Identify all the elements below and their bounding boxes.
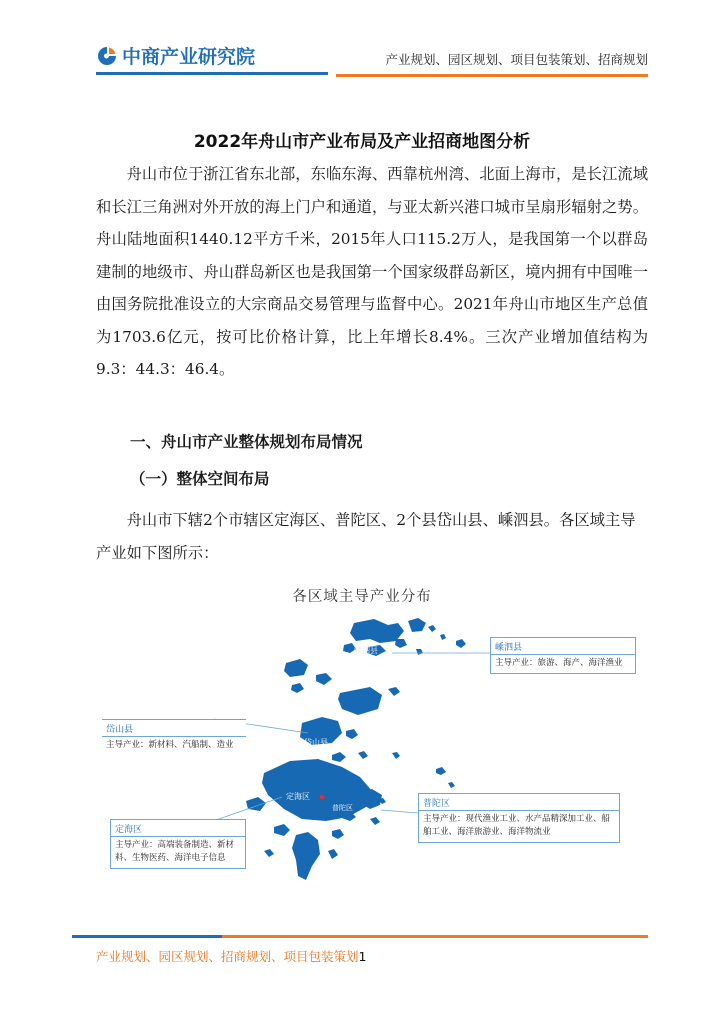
callout-name: 岱山县: [106, 725, 134, 735]
city-center-marker: [320, 795, 325, 800]
header-divider-blue: [96, 72, 328, 75]
section-paragraph-block: [96, 504, 648, 569]
callout-divider: [491, 654, 635, 655]
document-title: 2022年舟山市产业布局及产业招商地图分析: [193, 132, 531, 152]
intro-paragraph-block: [96, 158, 648, 386]
callout-shengsi: [490, 637, 636, 674]
callout-desc: 主导产业：新材料、汽船制、造业: [106, 740, 234, 750]
callout-name: 定海区: [115, 825, 143, 835]
intro-paragraph: 舟山市位于浙江省东北部，东临东海、西靠杭州湾、北面上海市，是长江流域和长江三角洲对外开放的海上门户和通道，与亚太新兴港口城市呈扇形辐射之势。舟山陆地面积1440.12平方千米，2015年人口115.2万人，是我国第一个以群岛建制的地级市、舟山群岛新区也是我国第一个国家级群岛新区，境内拥有中国唯一由国务院批准设立的大宗商品交易管理与监督中心。2021年舟山市地区生产总值为1703.6亿元，按可比价格计算，比上年增长8.4%。三次产业增加值结构为9.3：44.3：46.4。: [96, 165, 648, 378]
map-title: 各区域主导产业分布: [292, 589, 432, 605]
section-sub-heading: （一）整体空间布局: [130, 470, 270, 488]
callout-dinghai: [110, 819, 246, 869]
callout-daishan: [102, 719, 246, 755]
industry-map: [96, 605, 648, 895]
callout-desc: 主导产业：旅游、海产、海洋渔业: [495, 658, 623, 668]
logo-mark-icon: [96, 45, 118, 67]
company-logo: [96, 42, 255, 69]
map-label-daishan: 岱山县: [304, 738, 328, 747]
page-number: 1: [358, 949, 367, 964]
callout-name: 普陀区: [423, 799, 451, 809]
callout-name: 嵊泗县: [495, 643, 523, 653]
callout-divider: [102, 736, 246, 737]
callout-desc: 主导产业：现代渔业工业、水产品精深加工业、船舶工业、海洋旅游业、海洋物流业: [423, 814, 611, 837]
page-footer: [96, 947, 366, 965]
callout-putuo: [418, 793, 620, 843]
footer-divider-orange: [222, 935, 648, 938]
section-heading: 一、舟山市产业整体规划布局情况: [130, 433, 363, 451]
footer-tagline: 产业规划、园区规划、招商规划、项目包装策划: [96, 949, 359, 964]
page-header: [0, 0, 724, 90]
header-divider-orange: [336, 74, 648, 77]
header-tagline: 产业规划、园区规划、项目包装策划、招商规划: [385, 52, 648, 67]
logo-text: 中商产业研究院: [122, 46, 256, 68]
section-paragraph: 舟山市下辖2个市辖区定海区、普陀区、2个县岱山县、嵊泗县。各区域主导产业如下图所示：: [96, 511, 636, 562]
footer-divider-blue: [72, 935, 222, 938]
callout-desc: 主导产业：高端装备制造、新材料、生物医药、海洋电子信息: [115, 840, 235, 863]
map-label-shengsi: 嵊泗县: [354, 646, 378, 655]
map-label-putuo: 普陀区: [332, 804, 353, 812]
map-label-dinghai: 定海区: [286, 792, 310, 801]
callout-divider: [419, 810, 619, 811]
callout-divider: [111, 836, 245, 837]
